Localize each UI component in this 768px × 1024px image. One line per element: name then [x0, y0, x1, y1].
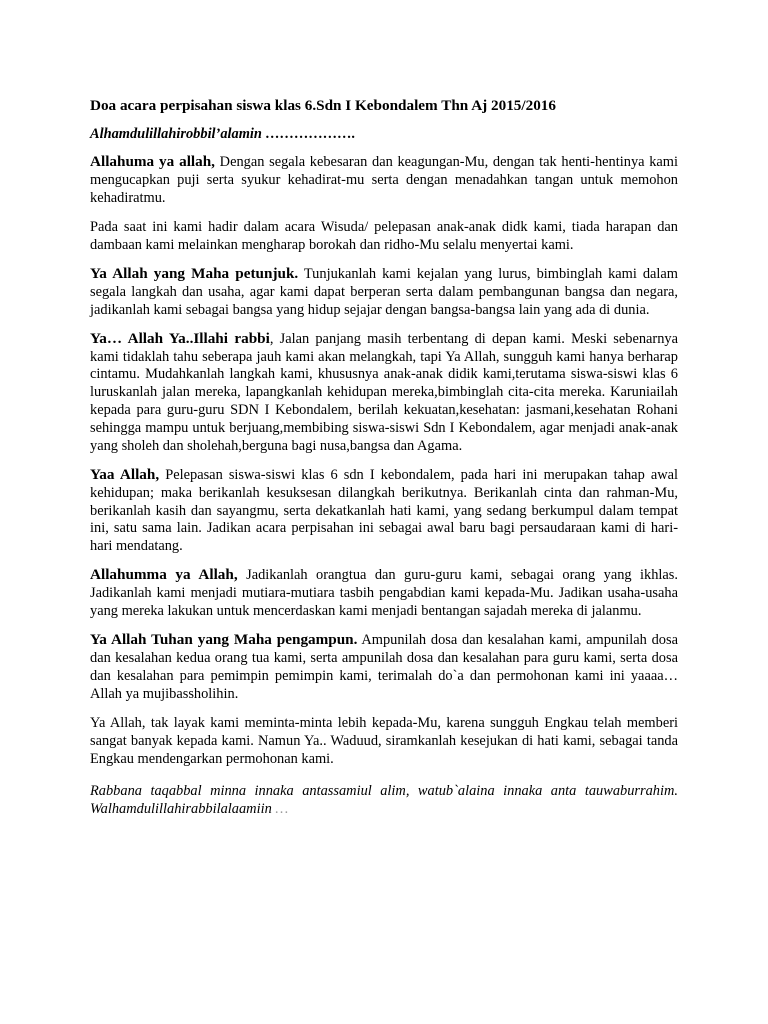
prayer-paragraph [90, 714, 678, 768]
prayer-paragraph [90, 218, 678, 255]
paragraph-lead: Ya Allah Tuhan yang Maha pengampun. [90, 631, 358, 649]
prayer-paragraph [90, 466, 678, 556]
paragraph-body: Pelepasan siswa-siswi klas 6 sdn I kebondalem, pada hari ini merupakan tahap awal kehidupan; maka berikanlah kesuksesan dilangkah berikutnya. Berikanlah cinta dan rahman-Mu, berikanlah kasih dan sayangmu, serta dekatkanlah hati kami, yang sedang berkumpul dalam tempat ini, satu sama lain. Jadikan acara perpisahan ini sebagai awal baru bagi persaudaraan kami di hari-hari mendatang. [90, 466, 678, 555]
paragraph-lead: Yaa Allah, [90, 465, 160, 483]
paragraph-body: Ya Allah, tak layak kami meminta-minta lebih kepada-Mu, karena sungguh Engkau telah memberi sangat banyak kepada kami. Namun Ya.. Waduud, siramkanlah kesejukan di hati kami, sebagai tanda Engkau mendengarkan permohonan kami. [90, 715, 678, 767]
prayer-paragraph [90, 566, 678, 620]
paragraph-lead: Allahumma ya Allah, [90, 566, 238, 584]
opening-praise: Alhamdulillahirobbil’alamin ………………. [90, 126, 356, 142]
closing-text: Rabbana taqabbal minna innaka antassamiul alim, watub`alaina innaka anta tauwaburrahim. Walhamdulillahirabbilalaamiin [90, 783, 678, 818]
paragraph-lead: Ya… Allah Ya..Illahi rabbi [90, 329, 270, 347]
paragraph-body: Ampunilah dosa dan kesalahan kami, ampunilah dosa dan kesalahan kedua orang tua kami, serta ampunilah dosa dan kesalahan para guru kami, serta dosa dan kesalahan para pemimpin pemimpin kami, terimalah do`a dan permohonan kami ini yaaaa… Allah ya mujibassholihin. [90, 632, 678, 702]
closing-prayer [90, 782, 678, 818]
paragraph-body: Dengan segala kebesaran dan keagungan-Mu, dengan tak henti-hentinya kami mengucapkan puji serta syukur kehadirat-mu serta dengan menadahkan tangan untuk memohon kehadiratmu. [90, 154, 678, 206]
prayer-paragraph [90, 631, 678, 703]
prayer-paragraph [90, 153, 678, 207]
paragraph-lead: Ya Allah yang Maha petunjuk. [90, 264, 299, 282]
paragraph-body: Tunjukanlah kami kejalan yang lurus, bimbinglah kami dalam segala langkah dan usaha, agar kami dapat berperan serta dalam pembangunan bangsa dan negara, jadikanlah kami sebagai bangsa yang hidup sejajar dengan bangsa-bangsa lain yang ada di dunia. [90, 265, 678, 318]
paragraph-lead: Allahuma ya allah, [90, 153, 215, 170]
document-title: Doa acara perpisahan siswa klas 6.Sdn I Kebondalem Thn Aj 2015/2016 [90, 97, 556, 114]
closing-ellipsis: … [275, 801, 289, 818]
paragraph-body: Pada saat ini kami hadir dalam acara Wisuda/ pelepasan anak-anak didk kami, tiada harapan dan dambaan kami melainkan mengharap borokah dan ridho-Mu selalu menyertai kami. [90, 218, 678, 253]
document-page [90, 97, 678, 818]
paragraph-body: , Jalan panjang masih terbentang di depan kami. Meski sebenarnya kami tidaklah tahu seberapa jauh kami akan melangkah, tapi Ya Allah, sungguh kami hanya berharap cintamu. Mudahkanlah langkah kami, khususnya anak-anak didik kami,terutama siswa-siswi klas 6 luruskanlah jalan mereka, lapangkanlah kehidupan mereka,bimbinglah cita-cita mereka. Karuniailah kepada para guru-guru SDN I Kebondalem, berilah kekuatan,kesehatan: jasmani,kesehatan Rohani sehingga mampu untuk berjuang,membibing siswa-siswi Sdn I Kebondalem, agar menjadi anak-anak yang sholeh dan sholehah,berguna bagi nusa,bangsa dan Agama. [90, 330, 678, 454]
prayer-paragraph [90, 265, 678, 319]
paragraph-body: Jadikanlah orangtua dan guru-guru kami, sebagai orang yang ikhlas. Jadikanlah kami menjadi mutiara-mutiara tasbih pengabdian kami kepada-Mu. Jadikan usaha-usaha yang mereka lakukan untuk mencerdaskan kami menjadi bentangan sajadah mereka di jalanmu. [90, 567, 678, 620]
prayer-paragraph [90, 330, 678, 456]
